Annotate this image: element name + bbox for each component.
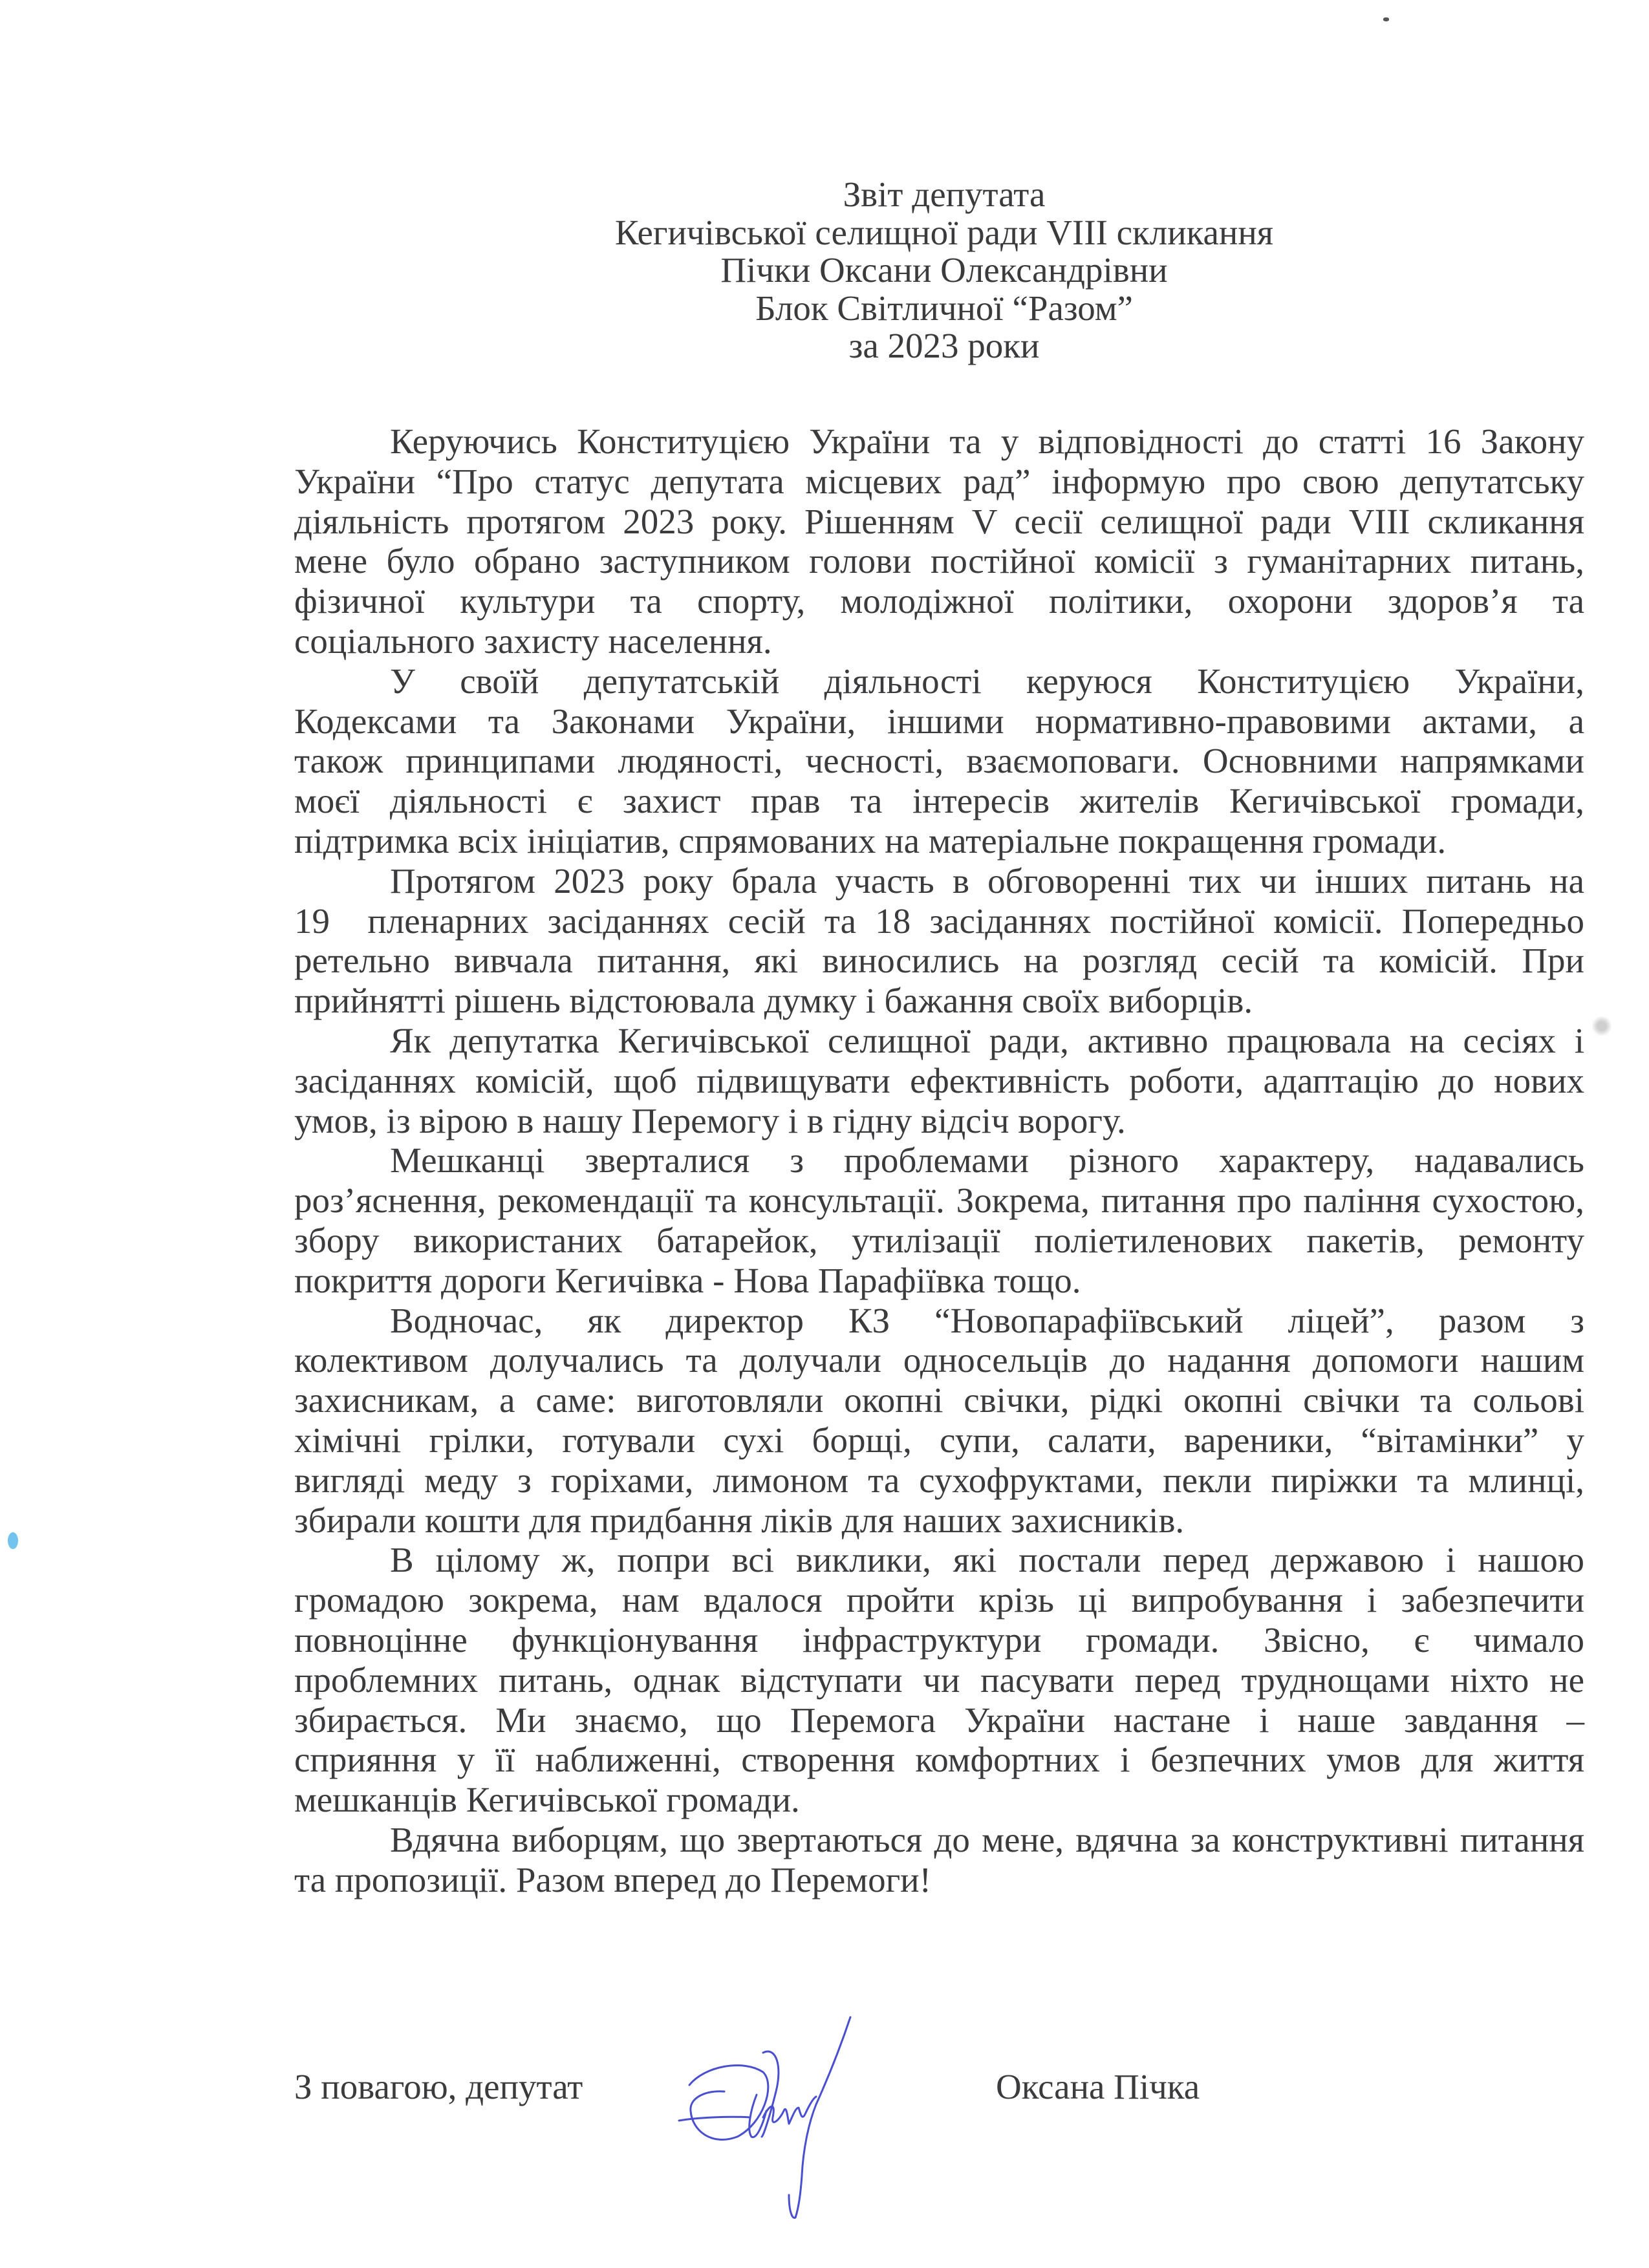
document-body [294,422,1584,1899]
paragraph [294,422,1584,661]
text-line: проблемних питань, однак відступати чи пасувати перед труднощами ніхто не [294,1660,1584,1700]
text-line: соціального захисту населення. [294,621,772,661]
text-line: хімічні грілки, готували сухі борщі, супи, салати, вареники, “вітамінки” у [294,1420,1584,1460]
text-line: Вдячна виборцям, що звертаються до мене, вдячна за конструктивні питання [390,1819,1584,1859]
signer-name: Оксана Пічка [996,2067,1200,2106]
text-line: Мешканці зверталися з проблемами різного характеру, надавались [390,1140,1584,1181]
ink-dot-mark [8,1532,18,1549]
text-line: Водночас, як директор КЗ “Новопарафіївський ліцей”, разом з [390,1300,1584,1340]
text-line: колективом долучались та долучали односельців до надання допомоги нашим [294,1340,1584,1380]
text-line: вигляді меду з горіхами, лимоном та сухофруктами, пекли пиріжки та млинці, [294,1460,1584,1500]
text-line: та пропозиції. Разом вперед до Перемоги! [294,1859,931,1899]
paragraph [294,1540,1584,1820]
text-line: фізичної культури та спорту, молодіжної політики, охорони здоров’я та [294,581,1584,621]
text-line: У своїй депутатській діяльності керуюся Конституцією України, [390,661,1584,701]
text-line: Керуючись Конституцією України та у відповідності до статті 16 Закону [390,422,1584,461]
text-line: захисникам, а саме: виготовляли окопні свічки, рідкі окопні свічки та сольові [294,1380,1584,1420]
text-line: мешканців Кегичівської громади. [294,1780,800,1820]
text-line: сприяння у її наближенні, створення комфортних і безпечних умов для життя [294,1740,1584,1780]
text-line: громадою зокрема, нам вдалося пройти крізь ці випробування і забезпечити [294,1580,1584,1620]
closing-salutation: З повагою, депутат [294,2067,583,2106]
text-line: умов, із вірою в нашу Перемогу і в гідну відсіч ворогу. [294,1100,1126,1140]
party-name: Блок Світличної “Разом” [755,288,1133,328]
paragraph [294,1021,1584,1140]
paragraph [294,1140,1584,1300]
text-line: Кодексами та Законами України, іншими нормативно-правовими актами, а [294,701,1584,741]
document-header [582,176,1306,365]
text-line: покриття дороги Кегичівка - Нова Парафіївка тощо. [294,1260,1081,1300]
text-line: В цілому ж, попри всі виклики, які постали перед державою і нашою [390,1540,1584,1580]
text-line: повноцінне функціонування інфраструктури громади. Звісно, є чимало [294,1620,1584,1660]
text-line: збирали кошти для придбання ліків для наших захисників. [294,1500,1185,1540]
paragraph [294,1301,1584,1541]
paragraph [294,861,1584,1021]
scan-speck [1383,17,1389,21]
text-line: також принципами людяності, чесності, взаємоповаги. Основними напрямками [294,741,1584,781]
deputy-name: Пічки Оксани Олександрівни [720,250,1168,290]
council-name: Кегичівської селищної ради VIII скликання [614,212,1274,252]
signature-icon [666,2014,873,2221]
text-line: Протягом 2023 року брала участь в обговоренні тих чи інших питань на [390,861,1584,901]
paragraph [294,1820,1584,1900]
document-title: Звіт депутата [843,175,1046,214]
text-line: України “Про статус депутата місцевих рад” інформую про свою депутатську [294,461,1584,501]
text-line: збирається. Ми знаємо, що Перемога України настане і наше завдання – [294,1700,1584,1740]
paragraph [294,661,1584,861]
scan-speck [1592,1015,1611,1037]
report-period: за 2023 роки [848,326,1040,365]
text-line: мене було обрано заступником голови постійної комісії з гуманітарних питань, [294,541,1584,581]
text-line: ретельно вивчала питання, які виносились на розгляд сесій та комісій. При [294,941,1584,981]
closing-block [294,2066,1584,2112]
text-line: роз’яснення, рекомендації та консультації. Зокрема, питання про паління сухостою, [294,1181,1584,1221]
text-line: Як депутатка Кегичівської селищної ради, активно працювала на сесіях і [390,1020,1584,1060]
text-line: підтримка всіх ініціатив, спрямованих на матеріальне покращення громади. [294,820,1447,861]
text-line: 19 пленарних засіданнях сесій та 18 засіданнях постійної комісії. Попередньо [294,901,1584,941]
text-line: моєї діяльності є захист прав та інтересів жителів Кегичівської громади, [294,781,1584,821]
text-line: прийнятті рішень відстоювала думку і бажання своїх виборців. [294,981,1253,1021]
text-line: діяльність протягом 2023 року. Рішенням V сесії селищної ради VIII скликання [294,501,1584,541]
text-line: збору використаних батарейок, утилізації поліетиленових пакетів, ремонту [294,1220,1584,1260]
text-line: засіданнях комісій, щоб підвищувати ефективність роботи, адаптацію до нових [294,1060,1584,1100]
